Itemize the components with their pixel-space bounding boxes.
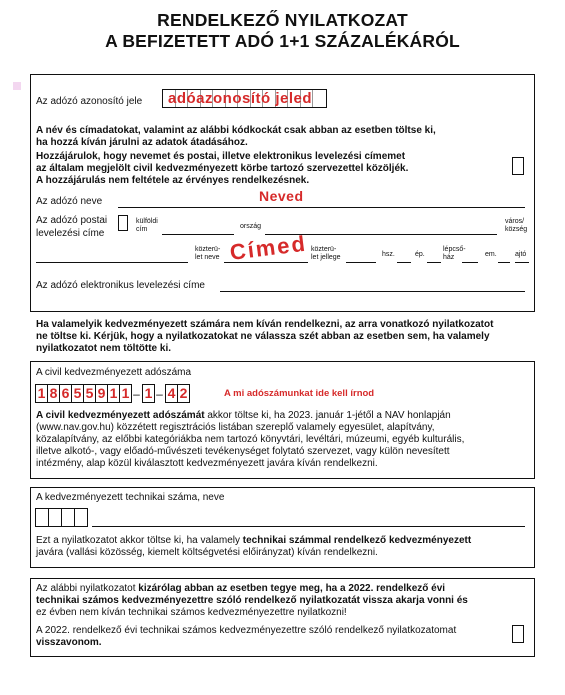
foreign-label-line-1: külföldi (136, 218, 158, 225)
form-title: RENDELKEZŐ NYILATKOZAT (157, 10, 408, 30)
pink-marker (13, 82, 21, 90)
building-label: ép. (415, 251, 425, 258)
civil-taxnumber-field[interactable]: 1 8 6 5 5 9 1 1 – 1 – 4 2 (35, 384, 189, 403)
consent-line-3: A hozzájárulás nem feltétele az érvényes rendelkezésnek. (36, 175, 310, 186)
door-label: ajtó (515, 251, 527, 258)
revocation-line-2: technikai számos kedvezményezettre szóló rendelkező nyilatkozatát vissza akarja vonni és (36, 595, 468, 606)
house-number-label: hsz. (382, 251, 395, 258)
civil-desc-line-4: illetve alkotó-, vagy előadó-művészeti tevékenységet folytató szervezet, vagy külön nevesített (36, 446, 450, 457)
foreign-address-checkbox[interactable] (118, 215, 128, 231)
revocation-line-3: ez évben nem kíván technikai számos kedvezményezettre nyilatkozni! (36, 607, 347, 618)
revocation-line-1: Az alábbi nyilatkozatot kizárólag abban az esetben tegye meg, ha a 2022. rendelkező évi (36, 583, 446, 594)
intro-line-1: Ha valamelyik kedvezményezett számára nem kíván rendelkezni, az arra vonatkozó nyilatkozatot (36, 319, 494, 330)
civil-desc-line-1: A civil kedvezményezett adószámát akkor töltse ki, ha 2023. január 1-jétől a NAV honlapján (36, 410, 451, 421)
name-overlay-text: Neved (259, 188, 304, 204)
form-subtitle: A BEFIZETETT ADÓ 1+1 SZÁZALÉKÁRÓL (105, 31, 460, 51)
separator-dash: – (156, 386, 163, 401)
civil-desc-line-5: intézmény, alap közül kiválasztott kedvezményezett javára kíván rendelkezni. (36, 458, 378, 469)
technical-name-field[interactable] (92, 526, 525, 527)
consent-line-1: Hozzájárulok, hogy nevemet és postai, illetve elektronikus levelezési címemet (36, 151, 406, 162)
taxid-label: Az adózó azonosító jele (36, 96, 143, 107)
civil-desc-line-3: közalapítvány, az előbbi kategóriákba nem tartozó könyvtári, levéltári, múzeumi, egyéb kulturális, (36, 434, 465, 445)
building-field[interactable] (427, 262, 441, 263)
country-label: ország (240, 223, 262, 230)
house-number-field[interactable] (397, 262, 411, 263)
revoke-statement-line-1: A 2022. rendelkező évi technikai számos kedvezményezettre szóló rendelkező nyilatkozatomat (36, 625, 457, 636)
door-field[interactable] (515, 262, 529, 263)
stair-label-line-2: ház (443, 254, 455, 261)
address-label-line-2: levelezési címe (36, 228, 105, 239)
taxid-overlay-text: adóazonosító jeled (168, 90, 313, 107)
email-field[interactable] (220, 291, 525, 292)
consent-line-2: az általam megjelölt civil kedvezményezett körbe tartozó szervezettel közöljék. (36, 163, 409, 174)
name-field[interactable] (118, 207, 525, 208)
civil-desc-line-2: (www.nav.gov.hu) közzétett regisztrációs listában szereplő valamely egyesület, alapítvány, (36, 422, 435, 433)
address-overlay-text: Címed (228, 230, 309, 265)
city-label-line-1: város/ (505, 218, 525, 225)
public-area-label-line-1: közterü- (195, 246, 221, 253)
consent-checkbox[interactable] (512, 157, 524, 175)
technical-desc-line-1: Ezt a nyilatkozatot akkor töltse ki, ha valamely technikai számmal rendelkező kedvezményezett (36, 535, 472, 546)
civil-taxnumber-label: A civil kedvezményezett adószáma (36, 367, 192, 378)
notice-line-2: ha hozzá kíván járulni az adatok átadásához. (36, 137, 248, 148)
foreign-label-line-2: cím (136, 226, 148, 233)
stair-label-line-1: lépcső- (443, 246, 466, 253)
floor-label: em. (485, 251, 497, 258)
email-label: Az adózó elektronikus levelezési címe (36, 280, 205, 291)
revoke-statement-line-2: visszavonom. (36, 637, 102, 648)
floor-field[interactable] (498, 262, 510, 263)
intro-line-2: ne töltse ki. Kérjük, hogy a nyilatkozatokat ne válassza szét abban az esetben sem, ha valamely (36, 331, 490, 342)
public-area-type-label-line-1: közterü- (311, 246, 337, 253)
technical-number-label: A kedvezményezett technikai száma, neve (36, 492, 225, 503)
technical-desc-line-2: javára (vallási közösség, kiemelt költségvetési előirányzat) kíván rendelkezni. (36, 547, 378, 558)
notice-line-1: A név és címadatokat, valamint az alábbi kódkockát csak abban az esetben töltse ki, (36, 125, 436, 136)
technical-number-field[interactable] (35, 508, 87, 527)
city-label-line-2: község (505, 226, 528, 233)
intro-line-3: nyilatkozatot nem töltötte ki. (36, 343, 172, 354)
name-label: Az adózó neve (36, 196, 103, 207)
address-label-line-1: Az adózó postai (36, 215, 108, 226)
public-area-type-label-line-2: let jellege (311, 254, 341, 261)
public-area-label-line-2: let neve (195, 254, 220, 261)
postcode-field[interactable] (36, 262, 188, 263)
public-area-type-field[interactable] (346, 262, 376, 263)
revoke-checkbox[interactable] (512, 625, 524, 643)
civil-taxnumber-hint: A mi adószámunkat ide kell írnod (224, 388, 375, 399)
foreign-field[interactable] (162, 234, 234, 235)
stair-field[interactable] (462, 262, 478, 263)
separator-dash: – (133, 386, 140, 401)
